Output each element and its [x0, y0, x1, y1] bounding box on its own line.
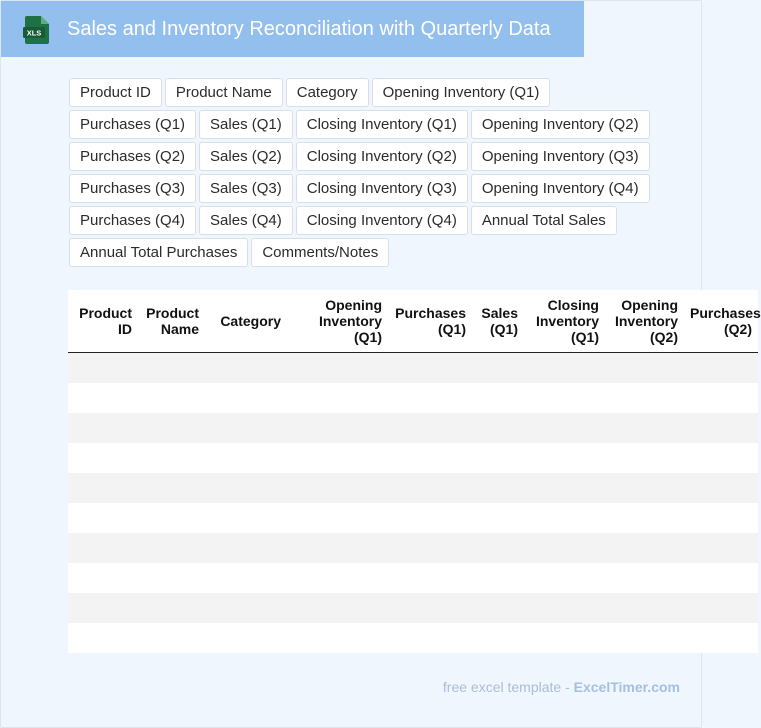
table-cell[interactable] [472, 533, 524, 563]
field-chip[interactable]: Purchases (Q4) [69, 206, 196, 235]
table-row [68, 473, 758, 503]
table-cell[interactable] [524, 533, 605, 563]
column-header[interactable]: Product ID [68, 290, 138, 353]
field-chip[interactable]: Sales (Q1) [199, 110, 293, 139]
field-chip[interactable]: Product ID [69, 78, 162, 107]
table-row [68, 443, 758, 473]
table-header-row [68, 290, 758, 353]
table-cell[interactable] [287, 563, 388, 593]
table-cell[interactable] [684, 593, 758, 623]
table-cell[interactable] [205, 413, 287, 443]
field-chips [69, 78, 674, 267]
header-banner [1, 1, 584, 57]
table-row [68, 593, 758, 623]
table-cell[interactable] [138, 443, 205, 473]
table-cell[interactable] [684, 383, 758, 413]
table-cell[interactable] [138, 623, 205, 653]
table-cell[interactable] [388, 593, 472, 623]
column-header[interactable]: Product Name [138, 290, 205, 353]
table-cell[interactable] [388, 623, 472, 653]
field-chip[interactable]: Closing Inventory (Q3) [296, 174, 468, 203]
table-cell[interactable] [605, 383, 684, 413]
column-header[interactable]: Closing Inventory (Q1) [524, 290, 605, 353]
table-cell[interactable] [68, 353, 138, 384]
table-cell[interactable] [68, 533, 138, 563]
table-cell[interactable] [287, 533, 388, 563]
table-cell[interactable] [605, 593, 684, 623]
footer-credit[interactable] [443, 679, 680, 695]
data-table [68, 290, 761, 653]
table-cell[interactable] [287, 383, 388, 413]
column-header[interactable]: Category [205, 290, 287, 353]
table-row [68, 503, 758, 533]
table-row [68, 383, 758, 413]
table-cell[interactable] [605, 443, 684, 473]
icon-label: XLS [26, 28, 42, 38]
column-header[interactable]: Sales (Q1) [472, 290, 524, 353]
table-cell[interactable] [287, 503, 388, 533]
table-cell[interactable] [205, 563, 287, 593]
excel-file-icon [23, 15, 51, 45]
table-cell[interactable] [472, 353, 524, 384]
column-header[interactable]: Opening Inventory (Q2) [605, 290, 684, 353]
field-chip[interactable]: Annual Total Purchases [69, 238, 248, 267]
table-cell[interactable] [605, 473, 684, 503]
table-cell[interactable] [205, 593, 287, 623]
table-cell[interactable] [605, 623, 684, 653]
table-cell[interactable] [524, 383, 605, 413]
table-row [68, 533, 758, 563]
table-cell[interactable] [605, 413, 684, 443]
table-cell[interactable] [287, 623, 388, 653]
field-chip[interactable]: Closing Inventory (Q2) [296, 142, 468, 171]
table-cell[interactable] [287, 353, 388, 384]
table-cell[interactable] [472, 623, 524, 653]
table-cell[interactable] [472, 473, 524, 503]
table-cell[interactable] [68, 473, 138, 503]
table-cell[interactable] [472, 593, 524, 623]
table-cell[interactable] [388, 563, 472, 593]
table-cell[interactable] [205, 503, 287, 533]
table-row [68, 563, 758, 593]
table-cell[interactable] [605, 503, 684, 533]
table-cell[interactable] [605, 533, 684, 563]
table-cell[interactable] [205, 623, 287, 653]
table-cell[interactable] [472, 563, 524, 593]
table-cell[interactable] [605, 353, 684, 384]
field-chip[interactable]: Opening Inventory (Q3) [471, 142, 650, 171]
table-cell[interactable] [205, 473, 287, 503]
table-cell[interactable] [524, 443, 605, 473]
table-cell[interactable] [138, 473, 205, 503]
table-cell[interactable] [287, 413, 388, 443]
field-chip[interactable]: Opening Inventory (Q2) [471, 110, 650, 139]
table-cell[interactable] [524, 473, 605, 503]
field-chip[interactable]: Opening Inventory (Q4) [471, 174, 650, 203]
field-chip[interactable]: Sales (Q4) [199, 206, 293, 235]
table-cell[interactable] [388, 473, 472, 503]
table-cell[interactable] [472, 503, 524, 533]
table-row [68, 413, 758, 443]
field-chip[interactable]: Purchases (Q2) [69, 142, 196, 171]
table-cell[interactable] [138, 353, 205, 384]
table-cell[interactable] [524, 563, 605, 593]
field-chip[interactable]: Closing Inventory (Q4) [296, 206, 468, 235]
table-cell[interactable] [287, 473, 388, 503]
table-cell[interactable] [524, 623, 605, 653]
table-cell[interactable] [205, 443, 287, 473]
table-cell[interactable] [684, 353, 758, 384]
column-header[interactable]: Purchases (Q1) [388, 290, 472, 353]
table-cell[interactable] [138, 503, 205, 533]
table-cell[interactable] [205, 383, 287, 413]
table-cell[interactable] [388, 443, 472, 473]
table-cell[interactable] [68, 563, 138, 593]
data-table-container[interactable] [68, 290, 761, 653]
table-cell[interactable] [287, 593, 388, 623]
table-cell[interactable] [287, 443, 388, 473]
table-cell[interactable] [684, 413, 758, 443]
footer-brand-link[interactable]: ExcelTimer.com [573, 679, 680, 695]
column-header[interactable]: Opening Inventory (Q1) [287, 290, 388, 353]
table-cell[interactable] [388, 533, 472, 563]
table-cell[interactable] [138, 593, 205, 623]
table-cell[interactable] [684, 623, 758, 653]
field-chip[interactable]: Category [286, 78, 369, 107]
table-cell[interactable] [68, 623, 138, 653]
table-cell[interactable] [524, 413, 605, 443]
table-cell[interactable] [388, 353, 472, 384]
table-cell[interactable] [68, 503, 138, 533]
table-cell[interactable] [472, 383, 524, 413]
table-cell[interactable] [138, 413, 205, 443]
table-cell[interactable] [388, 413, 472, 443]
field-chip[interactable]: Sales (Q2) [199, 142, 293, 171]
field-chip[interactable]: Closing Inventory (Q1) [296, 110, 468, 139]
page-title: Sales and Inventory Reconciliation with Quarterly Data [67, 18, 551, 40]
table-cell[interactable] [68, 443, 138, 473]
table-cell[interactable] [68, 383, 138, 413]
table-cell[interactable] [605, 563, 684, 593]
table-cell[interactable] [472, 413, 524, 443]
table-cell[interactable] [524, 503, 605, 533]
table-cell[interactable] [68, 593, 138, 623]
field-chip[interactable]: Product Name [165, 78, 283, 107]
field-chip[interactable]: Annual Total Sales [471, 206, 617, 235]
table-cell[interactable] [684, 533, 758, 563]
table-cell[interactable] [684, 503, 758, 533]
table-cell[interactable] [684, 473, 758, 503]
table-cell[interactable] [205, 533, 287, 563]
field-chip[interactable]: Purchases (Q1) [69, 110, 196, 139]
table-cell[interactable] [205, 353, 287, 384]
table-cell[interactable] [684, 563, 758, 593]
table-cell[interactable] [388, 383, 472, 413]
table-cell[interactable] [138, 533, 205, 563]
table-cell[interactable] [524, 593, 605, 623]
table-cell[interactable] [138, 563, 205, 593]
table-cell[interactable] [388, 503, 472, 533]
table-cell[interactable] [472, 443, 524, 473]
column-header[interactable]: Purchases (Q2) [684, 290, 758, 353]
footer-prefix: free excel template - [442, 679, 574, 695]
table-row [68, 623, 758, 653]
table-row [68, 353, 758, 384]
table-cell[interactable] [138, 383, 205, 413]
table-cell[interactable] [684, 443, 758, 473]
table-cell[interactable] [68, 413, 138, 443]
field-chip[interactable]: Comments/Notes [251, 238, 389, 267]
field-chip[interactable]: Opening Inventory (Q1) [372, 78, 551, 107]
field-chip[interactable]: Purchases (Q3) [69, 174, 196, 203]
table-cell[interactable] [524, 353, 605, 384]
field-chip[interactable]: Sales (Q3) [199, 174, 293, 203]
